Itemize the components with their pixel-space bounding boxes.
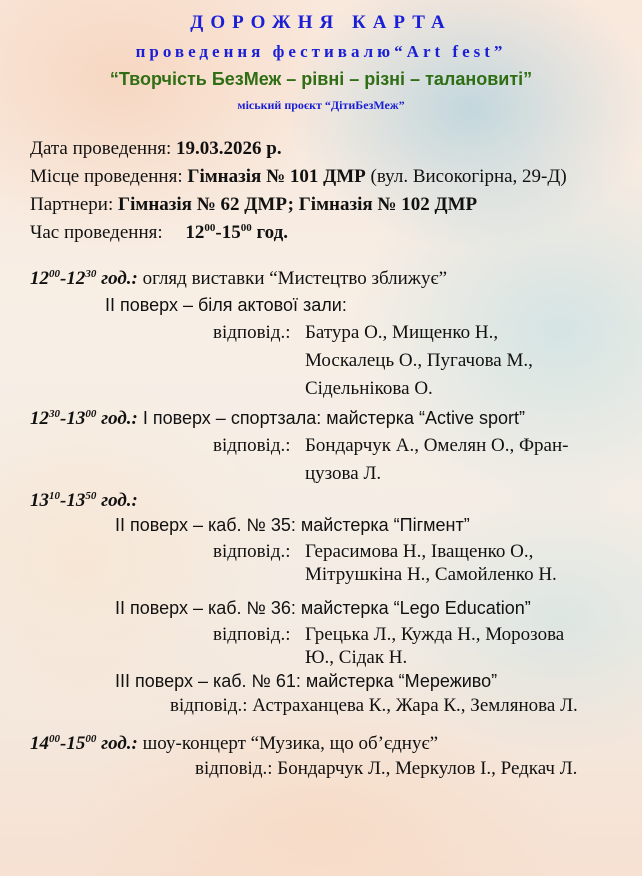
workshop-pigment-resp-1: Герасимова Н., Іващенко О., xyxy=(305,541,534,562)
workshop-lego-title: ІІ поверх – каб. № 36: майстерка “Lego Education” xyxy=(115,598,531,618)
place-value: Гімназія № 101 ДМР xyxy=(187,166,366,187)
document-title: ДОРОЖНЯ КАРТА xyxy=(190,12,452,33)
session-2-resp-label: відповід.: xyxy=(213,435,291,456)
workshop-lego-resp-1: Грецька Л., Кужда Н., Морозова xyxy=(305,624,565,645)
session-4-time: $14^{00}-15^{00}$ год.: xyxy=(30,733,138,754)
time-line xyxy=(30,222,288,244)
workshop-lego-resp-2: Ю., Сідак Н. xyxy=(305,647,408,668)
session-2-resp-1: Бондарчук А., Омелян О., Фран- xyxy=(305,435,569,456)
session-1-text: огляд виставки “Мистецтво зближує” xyxy=(137,268,448,289)
session-3-time: $13^{10}-13^{50}$ год.: xyxy=(30,490,138,511)
workshop-lego-resp-label: відповід.: xyxy=(213,624,291,645)
session-1-resp-3: Сідельнікова О. xyxy=(305,378,433,399)
session-4-text: шоу-концерт “Музика, що об’єднує” xyxy=(137,733,439,754)
partners-line xyxy=(30,194,477,216)
workshop-lace-title: ІІІ поверх – каб. № 61: майстерка “Мереживо” xyxy=(115,671,498,691)
session-1-time: $12^{00}-12^{30}$ год.: xyxy=(30,268,138,289)
partners-label: Партнери: xyxy=(30,194,119,215)
date-line xyxy=(30,138,282,160)
date-label: Дата проведення: xyxy=(30,138,177,159)
session-1-line xyxy=(30,268,447,290)
session-4-resp: відповід.: Бондарчук Л., Меркулов І., Редкач Л. xyxy=(195,758,578,779)
session-1-location: ІІ поверх – біля актової зали: xyxy=(105,295,347,315)
date-value: 19.03.2026 р. xyxy=(176,138,282,159)
workshop-pigment-resp-2: Мітрушкіна Н., Самойленко Н. xyxy=(305,564,557,585)
session-1-resp-2: Москалець О., Пугачова М., xyxy=(305,350,533,371)
session-4-line xyxy=(30,733,438,755)
partners-value: Гімназія № 62 ДМР; Гімназія № 102 ДМР xyxy=(118,194,478,215)
document-subtitle: проведення фестивалю“Art fest” xyxy=(135,42,507,61)
place-address: (вул. Високогірна, 29-Д) xyxy=(365,166,567,187)
workshop-pigment-resp-label: відповід.: xyxy=(213,541,291,562)
session-1-resp-label: відповід.: xyxy=(213,322,291,343)
session-3-line xyxy=(30,490,138,512)
session-1-resp-1: Батура О., Мищенко Н., xyxy=(305,322,499,343)
festival-motto: “Творчість БезМеж – рівні – різні – талановиті” xyxy=(109,69,533,89)
session-2-resp-2: цузова Л. xyxy=(305,463,382,484)
time-value: $12^{00}-15^{00}$ год. xyxy=(185,222,288,243)
project-name: міський проєкт “ДітиБезМеж” xyxy=(237,98,405,112)
workshop-pigment-title: ІІ поверх – каб. № 35: майстерка “Пігмент” xyxy=(115,515,470,535)
time-label: Час проведення: xyxy=(30,222,163,243)
place-line xyxy=(30,166,567,188)
session-2-text: І поверх – спортзала: майстерка “Active sport” xyxy=(137,408,526,428)
place-label: Місце проведення: xyxy=(30,166,188,187)
workshop-lace-resp: відповід.: Астраханцева К., Жара К., Землянова Л. xyxy=(170,695,578,716)
session-2-line xyxy=(30,408,525,430)
session-2-time: $12^{30}-13^{00}$ год.: xyxy=(30,408,138,429)
